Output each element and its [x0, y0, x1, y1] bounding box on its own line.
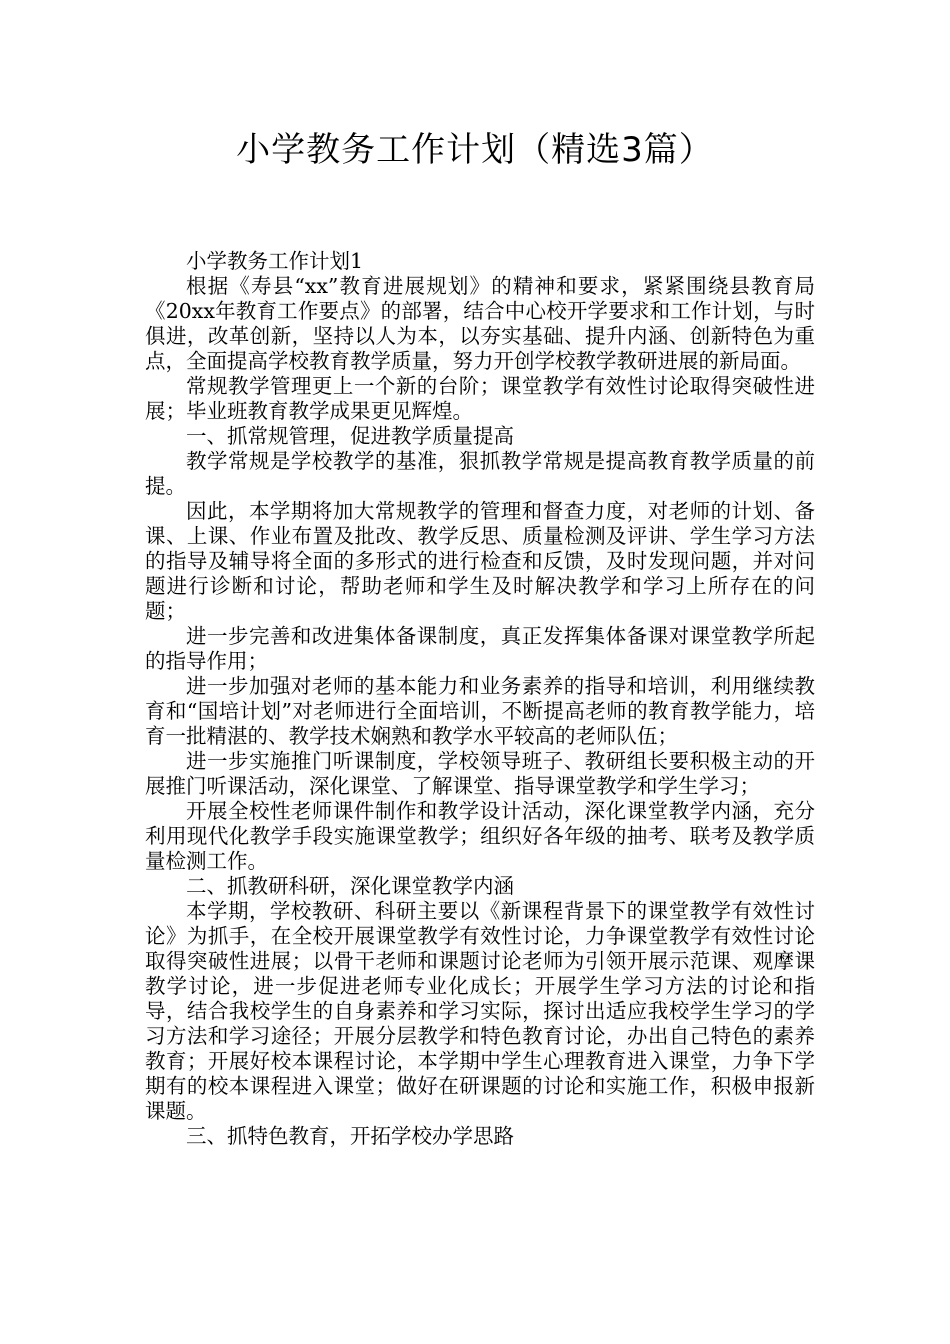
- body-paragraph: 进一步实施推门听课制度，学校领导班子、教研组长要积极主动的开展推门听课活动，深化课堂、了解课堂、指导课堂教学和学生学习；: [145, 749, 815, 798]
- document-title: 小学教务工作计划（精选3篇）: [236, 130, 714, 170]
- body-paragraph: 进一步加强对老师的基本能力和业务素养的指导和培训，利用继续教育和“国培计划”对老师进行全面培训，不断提高老师的教育教学能力，培育一批精湛的、教学技术娴熟和教学水平较高的老师队伍；: [145, 674, 815, 748]
- section-heading: 小学教务工作计划1: [186, 249, 364, 273]
- section-heading: 一、抓常规管理，促进教学质量提高: [186, 424, 514, 448]
- body-paragraph: 进一步完善和改进集体备课制度，真正发挥集体备课对课堂教学所起的指导作用；: [145, 624, 815, 673]
- body-paragraph: 根据《寿县“xx”教育进展规划》的精神和要求，紧紧围绕县教育局《20xx年教育工作要点》的部署，结合中心校开学要求和工作计划，与时俱进，改革创新，坚持以人为本，以夯实基础、提升内涵、创新特色为重点，全面提高学校教育教学质量，努力开创学校教学教研进展的新局面。: [145, 274, 815, 373]
- body-paragraph: 因此，本学期将加大常规教学的管理和督查力度，对老师的计划、备课、上课、作业布置及批改、教学反思、质量检测及评讲、学生学习方法的指导及辅导将全面的多形式的进行检查和反馈，及时发现问题，并对问题进行诊断和讨论，帮助老师和学生及时解决教学和学习上所存在的问题；: [145, 499, 815, 623]
- section-heading: 三、抓特色教育，开拓学校办学思路: [186, 1124, 514, 1148]
- section-heading: 二、抓教研科研，深化课堂教学内涵: [186, 874, 514, 898]
- body-paragraph: 教学常规是学校教学的基准，狠抓教学常规是提高教育教学质量的前提。: [145, 449, 815, 498]
- body-paragraph: 开展全校性老师课件制作和教学设计活动，深化课堂教学内涵，充分利用现代化教学手段实施课堂教学；组织好各年级的抽考、联考及教学质量检测工作。: [145, 799, 815, 873]
- body-paragraph: 本学期，学校教研、科研主要以《新课程背景下的课堂教学有效性讨论》为抓手，在全校开展课堂教学有效性讨论，力争课堂教学有效性讨论取得突破性进展；以骨干老师和课题讨论老师为引领开展示范课、观摩课教学讨论，进一步促进老师专业化成长；开展学生学习方法的讨论和指导，结合我校学生的自身素养和学习实际，探讨出适应我校学生学习的学习方法和学习途径；开展分层教学和特色教育讨论，办出自己特色的素养教育；开展好校本课程讨论，本学期中学生心理教育进入课堂，力争下学期有的校本课程进入课堂；做好在研课题的讨论和实施工作，积极申报新课题。: [145, 899, 815, 1123]
- document-body: [145, 249, 815, 1149]
- body-paragraph: 常规教学管理更上一个新的台阶；课堂教学有效性讨论取得突破性进展；毕业班教育教学成果更见辉煌。: [145, 374, 815, 423]
